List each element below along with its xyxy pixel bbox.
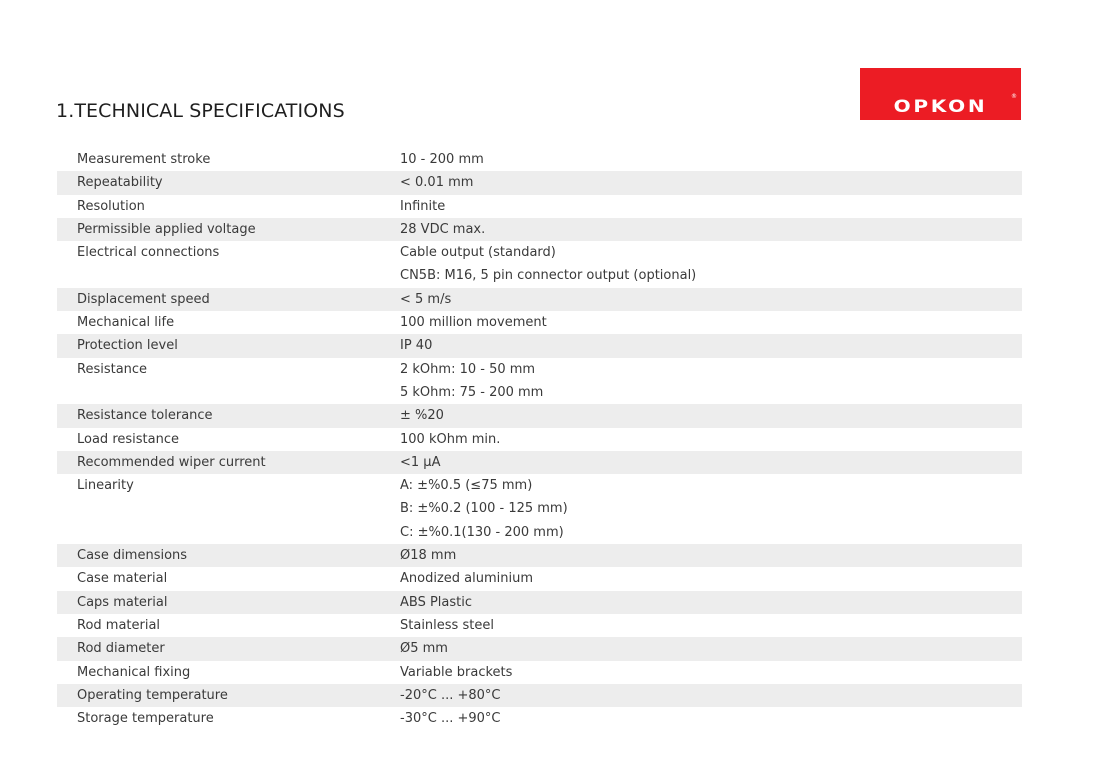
spec-value-group <box>400 707 1022 730</box>
spec-value-group <box>400 474 1022 544</box>
spec-label: Resistance tolerance <box>77 408 213 424</box>
spec-label: Electrical connections <box>77 245 220 261</box>
spec-value: Cable output (standard) <box>400 245 556 261</box>
spec-row <box>57 218 1022 241</box>
spec-value-group <box>400 684 1022 707</box>
spec-label: Operating temperature <box>77 687 228 703</box>
spec-label: Permissible applied voltage <box>77 221 256 237</box>
spec-row <box>57 567 1022 590</box>
spec-row <box>57 428 1022 451</box>
spec-value-group <box>400 148 1022 171</box>
spec-label: Rod material <box>77 617 161 633</box>
spec-value: 2 kOhm: 10 - 50 mm <box>400 361 536 377</box>
spec-row <box>57 661 1022 684</box>
spec-row <box>57 684 1022 707</box>
spec-row <box>57 591 1022 614</box>
spec-label: Case dimensions <box>77 548 188 564</box>
spec-value: 10 - 200 mm <box>400 152 484 167</box>
spec-value-group <box>400 591 1022 614</box>
spec-value-group <box>400 567 1022 590</box>
spec-value: Variable brackets <box>400 664 513 680</box>
spec-value-group <box>400 661 1022 684</box>
spec-value: < 0.01 mm <box>400 175 474 191</box>
spec-value: -30°C ... +90°C <box>400 711 501 727</box>
spec-value-group <box>400 614 1022 637</box>
spec-value-group <box>400 544 1022 567</box>
spec-label: Linearity <box>77 478 134 494</box>
spec-row <box>57 288 1022 311</box>
spec-row <box>57 474 1022 544</box>
logo-wordmark: OPKON <box>893 97 988 117</box>
spec-label: Resistance <box>77 361 148 377</box>
spec-value: ABS Plastic <box>400 594 473 610</box>
spec-label: Displacement speed <box>77 291 210 307</box>
spec-label: Repeatability <box>77 175 163 191</box>
spec-value: -20°C ... +80°C <box>400 687 501 703</box>
spec-row <box>57 195 1022 218</box>
spec-label: Load resistance <box>77 431 179 447</box>
spec-row <box>57 707 1022 730</box>
spec-value: Ø5 mm <box>400 641 448 657</box>
spec-value-group <box>400 195 1022 218</box>
spec-value: Anodized aluminium <box>400 571 534 587</box>
spec-value-group <box>400 428 1022 451</box>
spec-value: ± %20 <box>400 408 444 424</box>
spec-label: Resolution <box>77 198 145 214</box>
spec-value-group <box>400 358 1022 405</box>
spec-row <box>57 171 1022 194</box>
spec-row <box>57 334 1022 357</box>
spec-row <box>57 614 1022 637</box>
spec-row <box>57 358 1022 405</box>
spec-row <box>57 637 1022 660</box>
spec-value: Infinite <box>400 198 446 214</box>
spec-row <box>57 148 1022 171</box>
spec-label: Caps material <box>77 594 168 610</box>
specifications-table <box>57 148 1022 730</box>
registered-mark-icon: ® <box>1011 93 1017 100</box>
spec-value: CN5B: M16, 5 pin connector output (optional) <box>400 268 697 284</box>
spec-row <box>57 451 1022 474</box>
opkon-logo <box>860 68 1021 120</box>
spec-value: 5 kOhm: 75 - 200 mm <box>400 384 544 400</box>
spec-row <box>57 311 1022 334</box>
spec-value: IP 40 <box>400 338 433 354</box>
spec-value-group <box>400 334 1022 357</box>
spec-label: Case material <box>77 571 168 587</box>
spec-label: Protection level <box>77 338 178 354</box>
spec-label: Rod diameter <box>77 641 165 657</box>
spec-value: A: ±%0.5 (≤75 mm) <box>400 478 533 494</box>
spec-value: B: ±%0.2 (100 - 125 mm) <box>400 501 568 517</box>
spec-row <box>57 241 1022 288</box>
spec-value-group <box>400 288 1022 311</box>
spec-value-group <box>400 404 1022 427</box>
spec-value-group <box>400 451 1022 474</box>
spec-label: Measurement stroke <box>77 152 211 167</box>
spec-label: Mechanical fixing <box>77 664 191 680</box>
page-title: 1.TECHNICAL SPECIFICATIONS <box>56 100 345 122</box>
spec-value: <1 µA <box>400 454 441 470</box>
spec-value: 100 kOhm min. <box>400 431 501 447</box>
spec-value-group <box>400 218 1022 241</box>
spec-label: Recommended wiper current <box>77 454 266 470</box>
spec-label: Mechanical life <box>77 315 175 331</box>
spec-value-group <box>400 637 1022 660</box>
spec-value: C: ±%0.1(130 - 200 mm) <box>400 524 564 540</box>
spec-row <box>57 404 1022 427</box>
spec-value: 28 VDC max. <box>400 221 486 237</box>
spec-value: < 5 m/s <box>400 291 452 307</box>
spec-value: Ø18 mm <box>400 548 457 564</box>
spec-value: 100 million movement <box>400 315 547 331</box>
spec-value-group <box>400 241 1022 288</box>
spec-row <box>57 544 1022 567</box>
spec-value-group <box>400 311 1022 334</box>
spec-label: Storage temperature <box>77 711 214 727</box>
spec-value: Stainless steel <box>400 617 494 633</box>
spec-value-group <box>400 171 1022 194</box>
